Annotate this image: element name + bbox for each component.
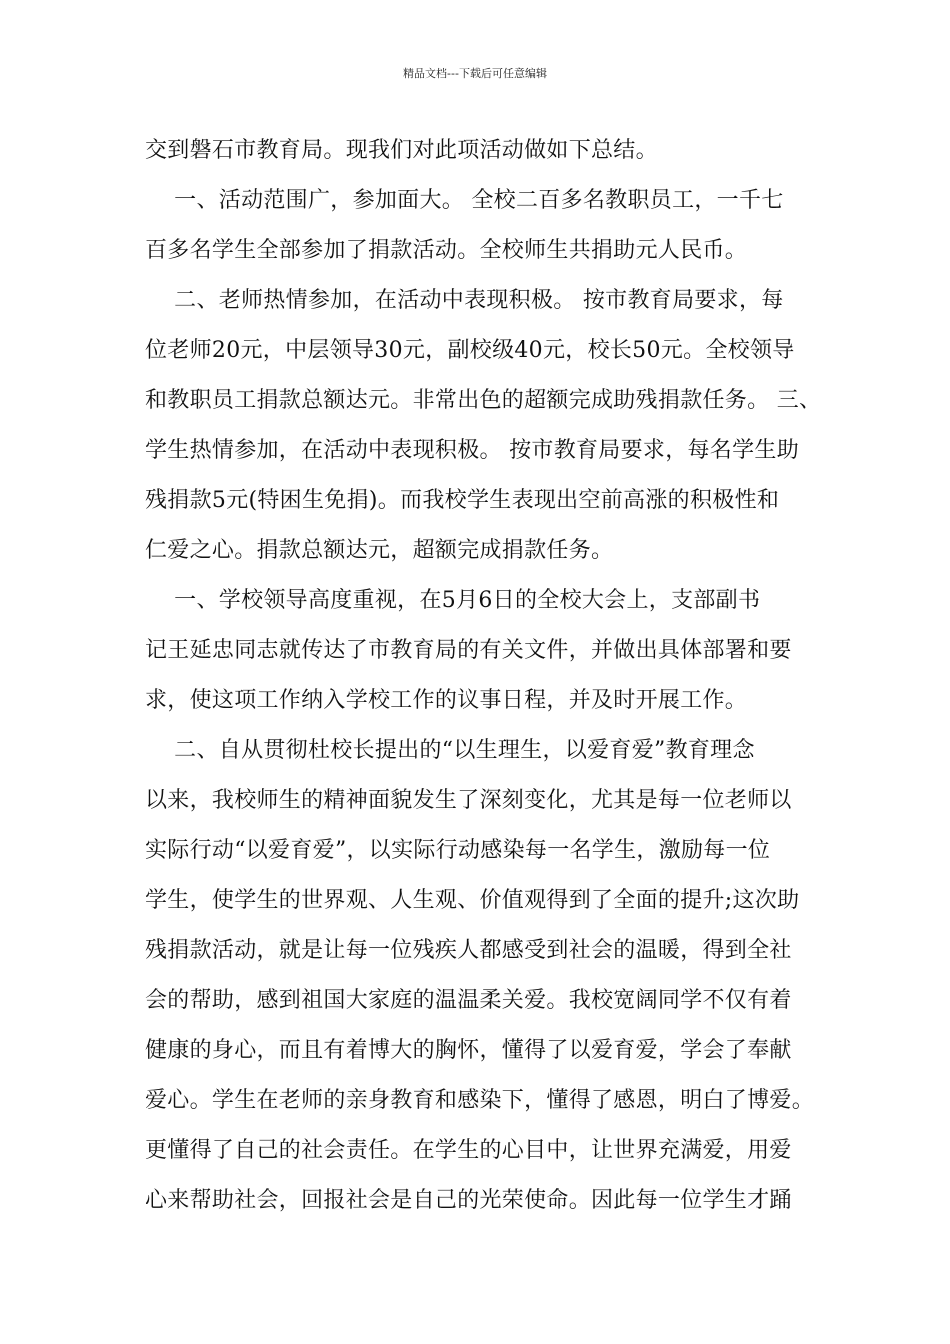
text-line: 健康的身心，而且有着博大的胸怀，懂得了以爱育爱，学会了奉献	[145, 1038, 792, 1063]
text-line: 以来，我校师生的精神面貌发生了深刻变化，尤其是每一位老师以	[145, 788, 792, 813]
text-line: 一、学校领导高度重视，在5月6日的全校大会上，支部副书	[145, 588, 761, 613]
text-line: 记王延忠同志就传达了市教育局的有关文件，并做出具体部署和要	[145, 638, 792, 663]
text-line: 会的帮助，感到祖国大家庭的温温柔关爱。我校宽阔同学不仅有着	[145, 988, 792, 1013]
text-line: 爱心。学生在老师的亲身教育和感染下，懂得了感恩，明白了博爱。	[145, 1088, 815, 1113]
text-line: 心来帮助社会，回报社会是自己的光荣使命。因此每一位学生才踊	[145, 1188, 792, 1213]
text-line: 学生，使学生的世界观、人生观、价值观得到了全面的提升;这次助	[145, 888, 800, 913]
text-line: 位老师20元，中层领导30元，副校级40元，校长50元。全校领导	[145, 338, 795, 363]
text-line: 百多名学生全部参加了捐款活动。全校师生共捐助元人民币。	[145, 238, 748, 263]
text-line: 求，使这项工作纳入学校工作的议事日程，并及时开展工作。	[145, 688, 748, 713]
text-line: 一、活动范围广，参加面大。 全校二百多名教职员工，一千七	[145, 188, 784, 213]
text-line: 实际行动“以爱育爱”，以实际行动感染每一名学生，激励每一位	[145, 838, 771, 863]
text-line: 残捐款5元(特困生免捐)。而我校学生表现出空前高涨的积极性和	[145, 488, 780, 513]
text-line: 残捐款活动，就是让每一位残疾人都感受到社会的温暖，得到全社	[145, 938, 792, 963]
text-line: 仁爱之心。捐款总额达元，超额完成捐款任务。	[145, 538, 614, 563]
text-line: 二、自从贯彻杜校长提出的“以生理生，以爱育爱”教育理念	[145, 738, 755, 763]
text-line: 和教职员工捐款总额达元。非常出色的超额完成助残捐款任务。 三、	[145, 388, 822, 413]
page-header: 精品文档---下载后可任意编辑	[403, 67, 547, 80]
text-line: 学生热情参加，在活动中表现积极。 按市教育局要求，每名学生助	[145, 438, 799, 463]
text-line: 更懂得了自己的社会责任。在学生的心目中，让世界充满爱，用爱	[145, 1138, 792, 1163]
text-line: 二、老师热情参加，在活动中表现积极。 按市教育局要求，每	[145, 288, 784, 313]
text-line: 交到磐石市教育局。现我们对此项活动做如下总结。	[145, 138, 658, 163]
